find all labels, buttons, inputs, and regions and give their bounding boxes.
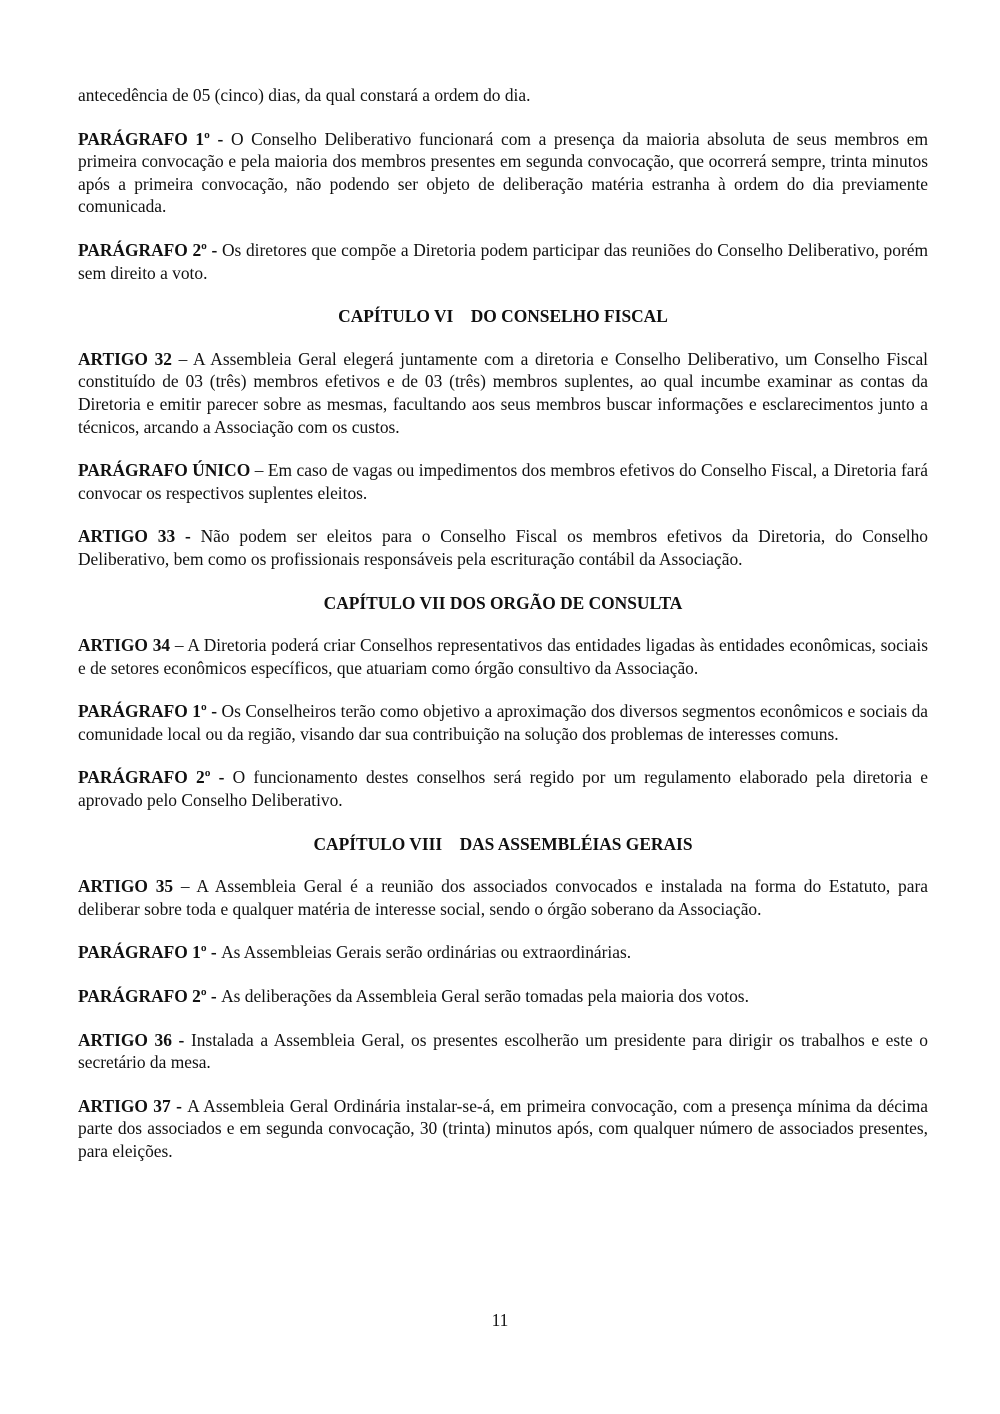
document-page xyxy=(78,84,928,1184)
paragraph-label: PARÁGRAFO 1º - xyxy=(78,701,222,722)
paragraph-1-art34: PARÁGRAFO 1º - Os Conselheiros terão como objetivo a aproximação dos diversos segmentos econômicos e sociais da comunidade local ou da região, visando dar sua contribuição na solução dos problemas de interesses comuns. xyxy=(78,701,929,744)
article-35: ARTIGO 35 – A Assembleia Geral é a reunião dos associados convocados e instalada na forma do Estatuto, para deliberar sobre toda e qualquer matéria de interesse social, sendo o órgão soberano da Associação. xyxy=(78,876,928,919)
paragraph-label: PARÁGRAFO 2º - xyxy=(78,239,222,260)
paragraph-label: PARÁGRAFO 1º - xyxy=(78,128,231,149)
article-36: ARTIGO 36 - Instalada a Assembleia Geral, os presentes escolherão um presidente para dirigir os trabalhos e este o secretário da mesa. xyxy=(78,1029,929,1073)
article-label: ARTIGO 33 - xyxy=(78,526,201,547)
article-33: ARTIGO 33 - Não podem ser eleitos para o Conselho Fiscal os membros efetivos da Diretoria, do Conselho Deliberativo, bem como os profissionais responsáveis pela escrituração contábil da Associação. xyxy=(78,526,929,569)
paragraph-2-art34: PARÁGRAFO 2º - O funcionamento destes conselhos será regido por um regulamento elaborado pela diretoria e aprovado pelo Conselho Deliberativo. xyxy=(78,767,928,811)
article-label: ARTIGO 34 xyxy=(78,635,171,656)
paragraph-label: PARÁGRAFO 2º - xyxy=(78,767,233,788)
paragraph-2-art35: PARÁGRAFO 2º - As deliberações da Assembleia Geral serão tomadas pela maioria dos votos. xyxy=(78,986,749,1007)
article-label: ARTIGO 36 - xyxy=(78,1029,191,1050)
chapter-heading-viii: CAPÍTULO VIII DAS ASSEMBLÉIAS GERAIS xyxy=(313,833,693,854)
article-label: ARTIGO 37 - xyxy=(78,1095,188,1116)
paragraph-1-art35: PARÁGRAFO 1º - As Assembleias Gerais serão ordinárias ou extraordinárias. xyxy=(78,942,632,963)
chapter-heading-vii: CAPÍTULO VII DOS ORGÃO DE CONSULTA xyxy=(323,592,683,613)
article-37: ARTIGO 37 - A Assembleia Geral Ordinária instalar-se-á, em primeira convocação, com a presença mínima da décima parte dos associados e em segunda convocação, 30 (trinta) minutos após, com qualquer número de associados presentes, para eleições. xyxy=(78,1095,928,1161)
paragraph-label: PARÁGRAFO 1º - xyxy=(78,942,222,963)
paragraph-label: PARÁGRAFO ÚNICO xyxy=(78,460,251,481)
paragraph-label: PARÁGRAFO 2º - xyxy=(78,986,222,1007)
page-number: 11 xyxy=(491,1310,509,1330)
article-label: ARTIGO 35 xyxy=(78,876,174,897)
paragraph-continuation: antecedência de 05 (cinco) dias, da qual constará a ordem do dia. xyxy=(78,85,531,105)
paragraph-2: PARÁGRAFO 2º - Os diretores que compõe a Diretoria podem participar das reuniões do Conselho Deliberativo, porém sem direito a voto. xyxy=(78,239,928,283)
chapter-heading-vi: CAPÍTULO VI DO CONSELHO FISCAL xyxy=(338,306,668,327)
paragraph-unico: PARÁGRAFO ÚNICO – Em caso de vagas ou impedimentos dos membros efetivos do Conselho Fiscal, a Diretoria fará convocar os respectivos suplentes eleitos. xyxy=(78,460,929,503)
article-label: ARTIGO 32 xyxy=(78,348,172,369)
article-34: ARTIGO 34 – A Diretoria poderá criar Conselhos representativos das entidades ligadas às entidades econômicas, sociais e de setores econômicos específicos, que atuariam como órgão consultivo da Associação. xyxy=(78,635,928,678)
paragraph-1: PARÁGRAFO 1º - O Conselho Deliberativo funcionará com a presença da maioria absoluta de seus membros em primeira convocação e pela maioria dos membros presentes em segunda convocação, que ocorrerá sempre, trinta minutos após a primeira convocação, não podendo ser objeto de deliberação matéria estranha à ordem do dia previamente comunicada. xyxy=(78,128,928,217)
article-32: ARTIGO 32 – A Assembleia Geral elegerá juntamente com a diretoria e Conselho Deliberativo, um Conselho Fiscal constituído de 03 (três) membros efetivos e de 03 (três) membros suplentes, ao qual incumbe examinar as contas da Diretoria e emitir parecer sobre as mesmas, facultando aos seus membros buscar informações e esclarecimentos junto a técnicos, arcando a Associação com os custos. xyxy=(78,348,928,437)
